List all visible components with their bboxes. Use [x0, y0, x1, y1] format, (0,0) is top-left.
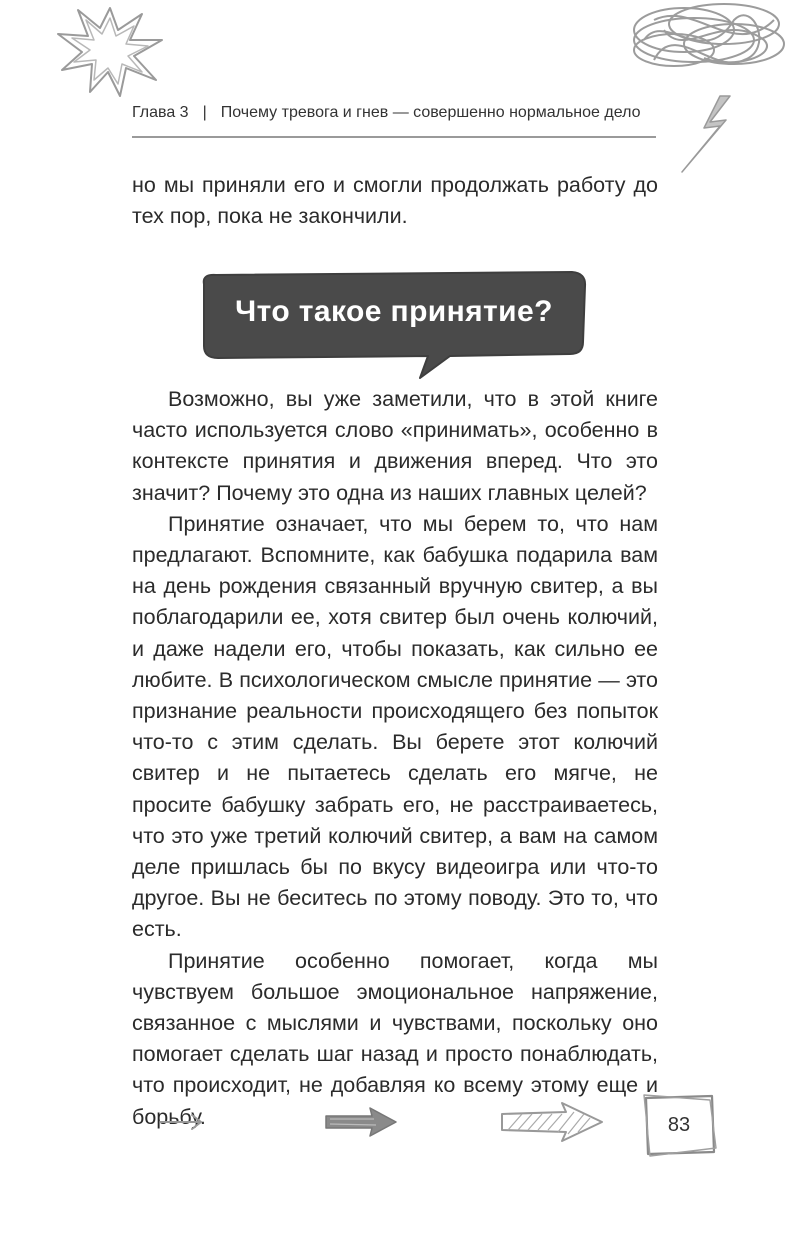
- intro-paragraph: но мы приняли его и смогли продолжать работу до тех пор, пока не закончили.: [132, 173, 658, 229]
- hatched-arrow-icon: [498, 1100, 608, 1144]
- bold-arrow-icon: [322, 1104, 400, 1140]
- thin-arrow-icon: [156, 1110, 206, 1134]
- chapter-title: Почему тревога и гнев — совершенно нормальное дело: [220, 104, 641, 121]
- paragraph: Возможно, вы уже заметили, что в этой книге часто используется слово «принимать», особенно в контексте принятия и движения вперед. Что это значит? Почему это одна из наших главных целей?: [132, 387, 658, 505]
- storm-cloud-icon: [614, 0, 798, 180]
- running-header: [132, 104, 656, 122]
- starburst-icon: [50, 0, 170, 100]
- page-number: 83: [667, 1114, 691, 1136]
- header-separator: |: [202, 104, 207, 121]
- intro-text-block: [132, 170, 658, 232]
- section-title: Что такое принятие?: [235, 295, 553, 328]
- main-text-block: [132, 384, 658, 1133]
- header-rule: [132, 136, 656, 138]
- paragraph: Принятие особенно помогает, когда мы чувствуем большое эмоциональное напряжение, связанное с мыслями и чувствами, поскольку оно помогает сделать шаг назад и просто понаблюдать, что происходит, не добавляя ко всему этому еще и борьбу.: [132, 948, 658, 1129]
- chapter-label: Глава 3: [132, 104, 189, 121]
- paragraph: Принятие означает, что мы берем то, что нам предлагают. Вспомните, как бабушка подарила вам на день рождения связанный вручную свитер, а вы поблагодарили ее, хотя свитер был очень колючий, и даже надели его, чтобы показать, как сильно ее любите. В психологическом смысле принятие — это признание реальности происходящего без попыток что-то с этим сделать. Вы берете этот колючий свитер и не пытаетесь сделать его мягче, не просите бабушку забрать его, не расстраиваетесь, что это уже третий колючий свитер, а вам на самом деле пришлась бы по вкусу видеоигра или что-то другое. Вы не беситесь по этому поводу. Это то, что есть.: [132, 511, 658, 942]
